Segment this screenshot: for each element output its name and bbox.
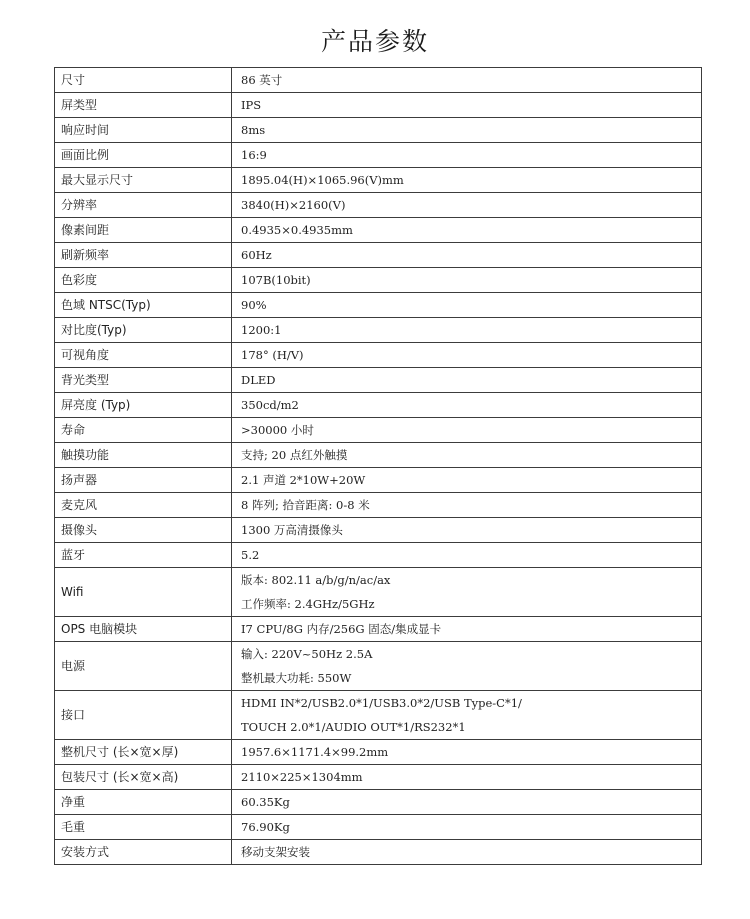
table-row [55, 68, 702, 93]
spec-value-line: 60Hz [241, 248, 272, 262]
spec-value-line: 3840(H)×2160(V) [241, 198, 346, 212]
spec-value-line: 16:9 [241, 148, 267, 162]
spec-value [232, 765, 702, 790]
spec-label: Wifi [55, 568, 232, 617]
spec-value-line: 0.4935×0.4935mm [241, 223, 353, 237]
spec-value [232, 293, 702, 318]
spec-value [232, 193, 702, 218]
table-row [55, 642, 702, 691]
spec-label: 包装尺寸 (长×宽×高) [55, 765, 232, 790]
spec-label: 接口 [55, 691, 232, 740]
spec-value [232, 118, 702, 143]
spec-value [232, 68, 702, 93]
spec-value [232, 617, 702, 642]
table-row [55, 343, 702, 368]
table-row [55, 518, 702, 543]
spec-value [232, 318, 702, 343]
spec-value-line: 5.2 [241, 548, 260, 562]
spec-label: 净重 [55, 790, 232, 815]
spec-value-line: 1957.6×1171.4×99.2mm [241, 745, 389, 759]
spec-label: 触摸功能 [55, 443, 232, 468]
spec-value-line: 350cd/m2 [241, 398, 299, 412]
spec-value-line: >30000 小时 [241, 423, 314, 437]
spec-label: 画面比例 [55, 143, 232, 168]
table-row [55, 568, 702, 617]
spec-value [232, 840, 702, 865]
table-row [55, 293, 702, 318]
table-row [55, 468, 702, 493]
spec-value-line: 1200:1 [241, 323, 282, 337]
spec-value-line: 8ms [241, 123, 266, 137]
table-row [55, 118, 702, 143]
spec-value [232, 493, 702, 518]
spec-label: OPS 电脑模块 [55, 617, 232, 642]
spec-value-line: 86 英寸 [241, 73, 283, 87]
spec-value [232, 343, 702, 368]
table-row [55, 393, 702, 418]
spec-label: 蓝牙 [55, 543, 232, 568]
spec-label: 电源 [55, 642, 232, 691]
spec-value-line: 2110×225×1304mm [241, 770, 363, 784]
spec-value-line: 支持; 20 点红外触摸 [241, 448, 348, 462]
table-row [55, 493, 702, 518]
spec-label: 最大显示尺寸 [55, 168, 232, 193]
spec-value-line: 76.90Kg [241, 820, 290, 834]
table-row [55, 168, 702, 193]
spec-table-body [55, 68, 702, 865]
spec-value-line: I7 CPU/8G 内存/256G 固态/集成显卡 [241, 622, 442, 636]
spec-value-line: 移动支架安装 [241, 845, 310, 859]
spec-label: 毛重 [55, 815, 232, 840]
spec-table [54, 67, 702, 865]
spec-label: 分辨率 [55, 193, 232, 218]
spec-value [232, 790, 702, 815]
table-row [55, 840, 702, 865]
table-row [55, 93, 702, 118]
spec-value [232, 243, 702, 268]
spec-value-line: 工作频率: 2.4GHz/5GHz [241, 597, 375, 611]
spec-label: 刷新频率 [55, 243, 232, 268]
spec-label: 响应时间 [55, 118, 232, 143]
table-row [55, 368, 702, 393]
spec-value-line: 60.35Kg [241, 795, 290, 809]
table-row [55, 815, 702, 840]
spec-label: 摄像头 [55, 518, 232, 543]
page-title: 产品参数 [320, 27, 429, 56]
spec-label: 安装方式 [55, 840, 232, 865]
spec-label: 尺寸 [55, 68, 232, 93]
spec-label: 寿命 [55, 418, 232, 443]
spec-value [232, 368, 702, 393]
spec-value-line: 8 阵列; 拾音距离: 0-8 米 [241, 498, 370, 512]
table-row [55, 318, 702, 343]
spec-value [232, 93, 702, 118]
spec-label: 扬声器 [55, 468, 232, 493]
spec-value-line: 版本: 802.11 a/b/g/n/ac/ax [241, 573, 391, 587]
spec-value [232, 815, 702, 840]
spec-label: 背光类型 [55, 368, 232, 393]
spec-value [232, 418, 702, 443]
spec-value-line: 1300 万高清摄像头 [241, 523, 343, 537]
spec-value-line: 整机最大功耗: 550W [241, 671, 352, 685]
spec-value [232, 168, 702, 193]
table-row [55, 143, 702, 168]
spec-value-line: IPS [241, 98, 262, 112]
spec-value [232, 740, 702, 765]
table-row [55, 740, 702, 765]
spec-value [232, 543, 702, 568]
table-row [55, 543, 702, 568]
spec-value-line: 2.1 声道 2*10W+20W [241, 473, 366, 487]
table-row [55, 443, 702, 468]
spec-value-line: 178° (H/V) [241, 348, 304, 362]
table-row [55, 218, 702, 243]
spec-value [232, 218, 702, 243]
table-row [55, 418, 702, 443]
spec-label: 对比度(Typ) [55, 318, 232, 343]
spec-value-line: 107B(10bit) [241, 273, 311, 287]
table-row [55, 765, 702, 790]
spec-value [232, 143, 702, 168]
spec-value-line: TOUCH 2.0*1/AUDIO OUT*1/RS232*1 [241, 720, 466, 734]
spec-value-line: DLED [241, 373, 276, 387]
table-row [55, 268, 702, 293]
spec-label: 整机尺寸 (长×宽×厚) [55, 740, 232, 765]
table-row [55, 790, 702, 815]
spec-value [232, 518, 702, 543]
spec-value [232, 393, 702, 418]
table-row [55, 243, 702, 268]
spec-value [232, 468, 702, 493]
spec-value-line: 输入: 220V~50Hz 2.5A [241, 647, 373, 661]
spec-value [232, 568, 702, 617]
spec-label: 可视角度 [55, 343, 232, 368]
spec-label: 屏亮度 (Typ) [55, 393, 232, 418]
spec-label: 色域 NTSC(Typ) [55, 293, 232, 318]
spec-value [232, 443, 702, 468]
spec-value-line: HDMI IN*2/USB2.0*1/USB3.0*2/USB Type-C*1/ [241, 696, 522, 710]
spec-label: 像素间距 [55, 218, 232, 243]
table-row [55, 193, 702, 218]
spec-value-line: 1895.04(H)×1065.96(V)mm [241, 173, 404, 187]
spec-value [232, 268, 702, 293]
spec-value-line: 90% [241, 298, 267, 312]
spec-value [232, 642, 702, 691]
spec-label: 屏类型 [55, 93, 232, 118]
spec-value [232, 691, 702, 740]
table-row [55, 617, 702, 642]
spec-label: 麦克风 [55, 493, 232, 518]
table-row [55, 691, 702, 740]
spec-label: 色彩度 [55, 268, 232, 293]
